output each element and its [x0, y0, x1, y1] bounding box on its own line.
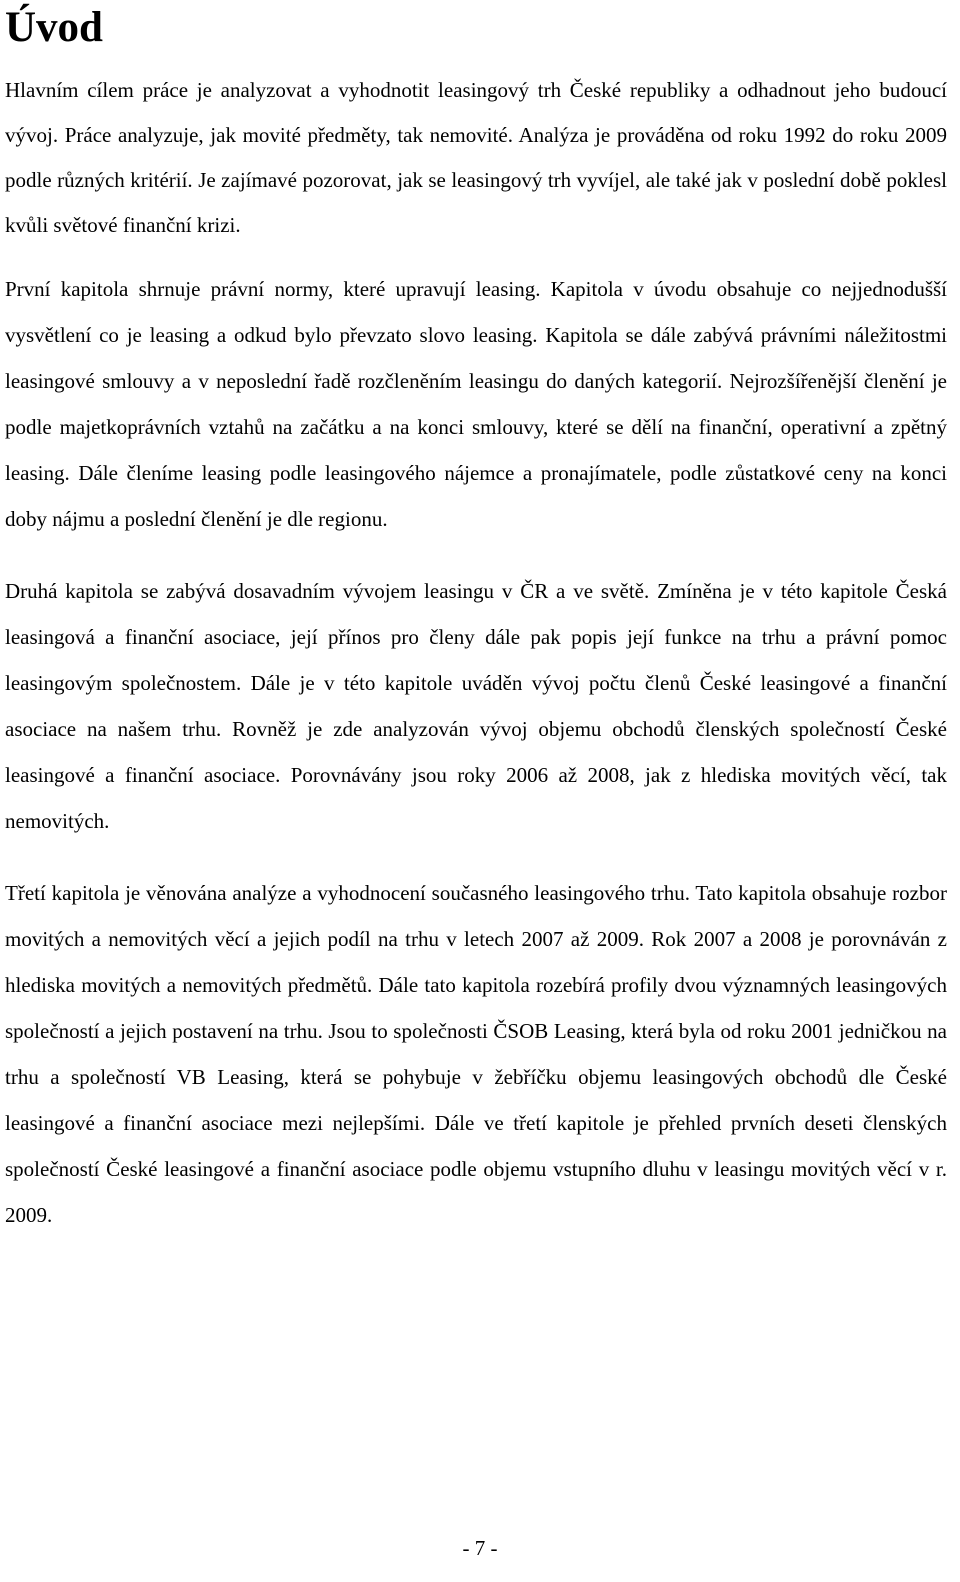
body-text	[5, 68, 947, 1264]
page-title: Úvod	[5, 4, 103, 51]
paragraph-chapter-3: Třetí kapitola je věnována analýze a vyhodnocení současného leasingového trhu. Tato kapitola obsahuje rozbor movitých a nemovitých věcí a jejich podíl na trhu v letech 2007 až 2009. Rok 2007 a 2008 je porovnáván z hlediska movitých a nemovitých předmětů. Dále tato kapitola rozebírá profily dvou významných leasingových společností a jejich postavení na trhu. Jsou to společnosti ČSOB Leasing, která byla od roku 2001 jedničkou na trhu a společností VB Leasing, která se pohybuje v žebříčku objemu leasingových obchodů dle České leasingové a finanční asociace mezi nejlepšími. Dále ve třetí kapitole je přehled prvních deseti členských společností České leasingové a finanční asociace podle objemu vstupního dluhu v leasingu movitých věcí v r. 2009.	[5, 881, 947, 1227]
paragraph-chapter-1: První kapitola shrnuje právní normy, které upravují leasing. Kapitola v úvodu obsahuje co nejjednodušší vysvětlení co je leasing a odkud bylo převzato slovo leasing. Kapitola se dále zabývá právními náležitostmi leasingové smlouvy a v neposlední řadě rozčleněním leasingu do daných kategorií. Nejrozšířenější členění je podle majetkoprávních vztahů na začátku a na konci smlouvy, které se dělí na finanční, operativní a zpětný leasing. Dále členíme leasing podle leasingového nájemce a pronajímatele, podle zůstatkové ceny na konci doby nájmu a poslední členění je dle regionu.	[5, 277, 947, 531]
paragraph-intro: Hlavním cílem práce je analyzovat a vyhodnotit leasingový trh České republiky a odhadnout jeho budoucí vývoj. Práce analyzuje, jak movité předměty, tak nemovité. Analýza je prováděna od roku 1992 do roku 2009 podle různých kritérií. Je zajímavé pozorovat, jak se leasingový trh vyvíjel, ale také jak v poslední době poklesl kvůli světové finanční krizi.	[5, 78, 947, 237]
paragraph-chapter-2: Druhá kapitola se zabývá dosavadním vývojem leasingu v ČR a ve světě. Zmíněna je v této kapitole Česká leasingová a finanční asociace, její přínos pro členy dále pak popis její funkce na trhu a právní pomoc leasingovým společnostem. Dále je v této kapitole uváděn vývoj počtu členů České leasingové a finanční asociace na našem trhu. Rovněž je zde analyzován vývoj objemu obchodů členských společností České leasingové a finanční asociace. Porovnávány jsou roky 2006 až 2008, jak z hlediska movitých věcí, tak nemovitých.	[5, 579, 947, 833]
page-number: - 7 -	[462, 1536, 498, 1560]
